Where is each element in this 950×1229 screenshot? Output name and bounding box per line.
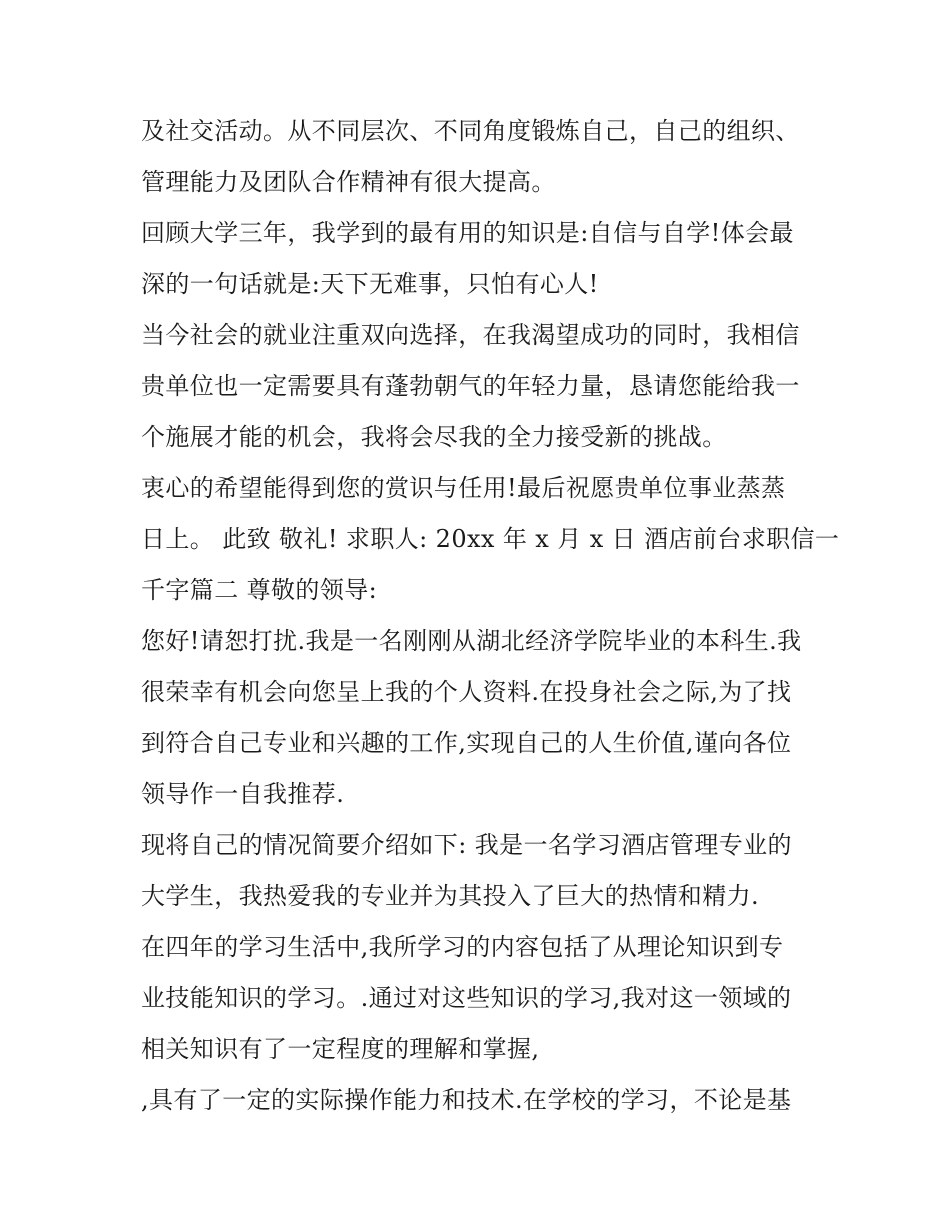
- text-line: 日上。 此致 敬礼! 求职人: 20xx 年 x 月 x 日 酒店前台求职信一: [141, 525, 840, 553]
- text-line: 回顾大学三年，我学到的最有用的知识是:自信与自学!体会最: [141, 219, 794, 247]
- text-line: 现将自己的情况简要介绍如下: 我是一名学习酒店管理专业的: [141, 831, 792, 859]
- text-line: 个施展才能的机会，我将会尽我的全力接受新的挑战。: [141, 423, 727, 451]
- text-line: 深的一句话就是:天下无难事，只怕有心人!: [141, 270, 599, 298]
- text-line: 大学生，我热爱我的专业并为其投入了巨大的热情和精力.: [141, 882, 760, 910]
- text-line: 您好!请恕打扰.我是一名刚刚从湖北经济学院毕业的本科生.我: [141, 627, 802, 655]
- text-line: 相关知识有了一定程度的理解和掌握,: [141, 1035, 540, 1063]
- text-line: 很荣幸有机会向您呈上我的个人资料.在投身社会之际,为了找: [141, 678, 792, 706]
- text-line: 业技能知识的学习。.通过对这些知识的学习,我对这一领域的: [141, 984, 792, 1012]
- text-line: 到符合自己专业和兴趣的工作,实现自己的人生价值,谨向各位: [141, 729, 792, 757]
- text-line: 在四年的学习生活中,我所学习的内容包括了从理论知识到专: [141, 933, 784, 961]
- text-line: 及社交活动。从不同层次、不同角度锻炼自己，自己的组织、: [141, 117, 800, 145]
- text-line: 领导作一自我推荐.: [141, 780, 345, 808]
- text-line: 贵单位也一定需要具有蓬勃朝气的年轻力量，恳请您能给我一: [141, 372, 800, 400]
- text-line: ,具有了一定的实际操作能力和技术.在学校的学习，不论是基: [141, 1086, 792, 1114]
- document-body: [141, 106, 840, 1126]
- text-line: 千字篇二 尊敬的领导:: [141, 576, 378, 604]
- text-line: 衷心的希望能得到您的赏识与任用!最后祝愿贵单位事业蒸蒸: [141, 474, 786, 502]
- text-line: 管理能力及团队合作精神有很大提高。: [141, 168, 556, 196]
- text-line: 当今社会的就业注重双向选择，在我渴望成功的同时，我相信: [141, 321, 800, 349]
